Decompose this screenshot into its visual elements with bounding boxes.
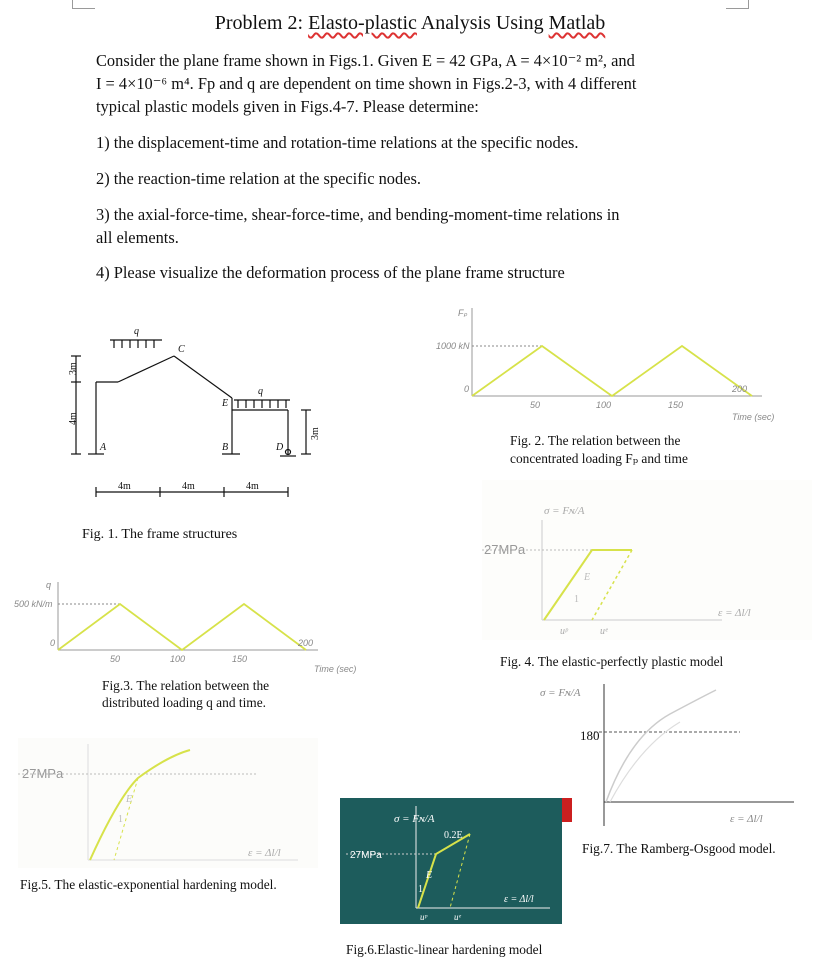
figure-4-chart — [482, 480, 812, 640]
fig2-x-label: Time (sec) — [732, 412, 775, 422]
fig5-slope-1: 1 — [118, 814, 123, 825]
task-item-3-cont: all elements. — [96, 228, 179, 247]
fig1-dim-3m-left: 3m — [68, 362, 79, 375]
fig1-node-e: E — [222, 398, 229, 409]
intro-line-1: Consider the plane frame shown in Figs.1. Given E = 42 GPa, A = 4×10⁻² m², and — [96, 51, 635, 70]
fig4-ue: uᵉ — [600, 626, 608, 637]
fig1-load-q-top: q — [134, 326, 139, 337]
fig1-node-c: C — [178, 344, 185, 355]
fig1-dim-3m-right: 3m — [310, 427, 321, 440]
fig6-yield: 27MPa — [350, 850, 382, 861]
fig1-node-a: A — [100, 442, 107, 453]
fig1-dim-4m-left: 4m — [68, 412, 79, 425]
figure-5-chart — [18, 738, 318, 868]
fig5-yield: 27MPa — [22, 766, 64, 781]
fig2-y-label: Fₚ — [458, 308, 468, 318]
fig1-dim-bottom-2: 4m — [182, 481, 195, 492]
fig6-hardening: 0.2E — [444, 830, 463, 841]
figure-1-frame — [62, 318, 322, 498]
fig1-node-d: D — [276, 442, 284, 453]
fig7-stress-label: σ = Fɴ/A — [540, 687, 581, 699]
fig4-yield: 27MPa — [484, 542, 526, 557]
fig1-load-q-right: q — [258, 386, 263, 397]
fig2-y-tick: 1000 kN — [436, 341, 470, 351]
fig6-up: uᵖ — [420, 912, 428, 922]
figure-6-caption: Fig.6.Elastic-linear hardening model — [346, 942, 543, 957]
fig1-node-b: B — [222, 442, 229, 453]
fig4-slope-1: 1 — [574, 594, 579, 605]
figure-4-caption: Fig. 4. The elastic-perfectly plastic model — [500, 654, 724, 669]
figure-5-caption: Fig.5. The elastic-exponential hardening model. — [20, 877, 277, 892]
fig6-slope-1: 1 — [418, 884, 423, 895]
task-item-1: 1) the displacement-time and rotation-time relations at the specific nodes. — [96, 133, 579, 152]
figure-1-caption: Fig. 1. The frame structures — [82, 527, 238, 542]
figure-6-chart — [340, 798, 572, 924]
fig3-x-label: Time (sec) — [314, 664, 357, 674]
task-item-4: 4) Please visualize the deformation process of the plane frame structure — [96, 263, 565, 282]
fig6-modulus: E — [426, 870, 433, 881]
fig3-tick-150: 150 — [232, 654, 248, 664]
fig5-modulus: E — [126, 794, 133, 805]
figure-7-caption: Fig.7. The Ramberg-Osgood model. — [582, 841, 776, 856]
fig2-tick-0: 0 — [464, 384, 470, 394]
intro-line-3: typical plastic models given in Figs.4-7. Please determine: — [96, 97, 479, 116]
fig6-stress-label: σ = Fɴ/A — [394, 813, 435, 825]
fig3-y-tick: 500 kN/m — [14, 599, 53, 609]
fig2-tick-100: 100 — [596, 400, 612, 410]
fig1-dim-bottom-3: 4m — [246, 481, 259, 492]
fig2-tick-150: 150 — [668, 400, 684, 410]
fig6-ue: uᵉ — [454, 912, 461, 922]
fig3-tick-50: 50 — [110, 654, 121, 664]
fig3-tick-100: 100 — [170, 654, 186, 664]
fig4-strain-label: ε = Δl/l — [718, 607, 751, 619]
page-corner-right — [726, 0, 749, 9]
fig1-dim-bottom-1: 4m — [118, 481, 131, 492]
fig3-y-label: q — [46, 580, 52, 590]
fig2-tick-50: 50 — [530, 400, 541, 410]
fig3-load-line — [58, 604, 306, 650]
fig4-modulus: E — [584, 572, 591, 583]
figure-3-caption-1: Fig.3. The relation between the — [102, 678, 270, 693]
title-matlab-word: Matlab — [548, 12, 606, 34]
figure-3-chart — [14, 576, 374, 676]
fig2-load-line — [472, 346, 752, 396]
fig3-tick-200: 200 — [298, 638, 314, 648]
fig5-strain-label: ε = Δl/l — [248, 847, 281, 859]
fig6-red-bar — [562, 798, 572, 822]
figure-2-caption-1: Fig. 2. The relation between the — [510, 433, 681, 448]
figure-3-caption-2: distributed loading q and time. — [102, 695, 267, 710]
fig7-strain-label: ε = Δl/l — [730, 813, 763, 825]
figure-2-caption-2: concentrated loading Fₚ and time — [510, 451, 688, 466]
fig4-up: uᵖ — [560, 626, 568, 637]
fig7-yield: 180 — [580, 728, 600, 743]
intro-line-2: I = 4×10⁻⁶ m⁴. Fp and q are dependent on time shown in Figs.2-3, with 4 different — [96, 74, 637, 93]
fig7-curve — [606, 690, 716, 802]
fig2-tick-200: 200 — [732, 384, 748, 394]
title-underlined-word: Elasto-plastic — [308, 12, 417, 34]
fig3-tick-0: 0 — [50, 638, 56, 648]
fig6-strain-label: ε = Δl/l — [504, 894, 534, 905]
page-corner-left — [72, 0, 95, 9]
task-item-2: 2) the reaction-time relation at the specific nodes. — [96, 169, 421, 188]
problem-title: Problem 2: Elasto-plastic Analysis Using Matlab — [214, 12, 606, 34]
fig4-stress-label: σ = Fɴ/A — [544, 505, 585, 517]
task-item-3: 3) the axial-force-time, shear-force-time, and bending-moment-time relations in — [96, 205, 620, 224]
